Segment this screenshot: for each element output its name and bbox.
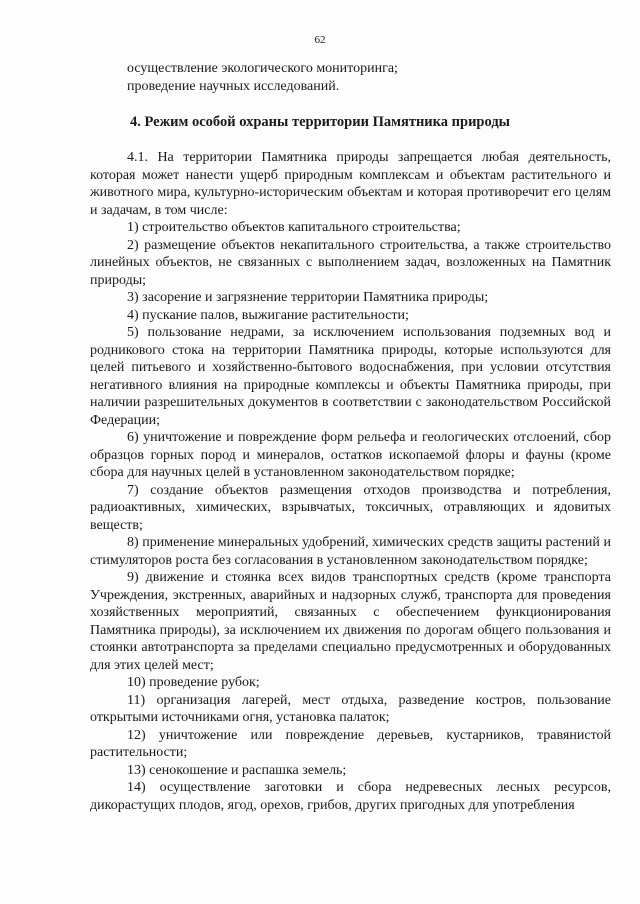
page-number: 62 [314, 34, 326, 46]
list-item: 11) организация лагерей, мест отдыха, разведение костров, пользование открытыми источниками огня, установка палаток; [90, 692, 611, 725]
list-item: 10) проведение рубок; [127, 675, 260, 690]
list-item: 6) уничтожение и повреждение форм рельефа и геологических отслоений, сбор образцов горных пород и минералов, остатков ископаемой флоры и фауны (кроме сбора для научных целей в установленном законодательством порядке; [90, 430, 611, 480]
paragraph-4-1: 4.1. На территории Памятника природы запрещается любая деятельность, которая может нанести ущерб природным комплексам и объектам растительного и животного мира, культурно-историческим объектам и которая противоречит его целям и задачам, в том числе: [90, 150, 611, 218]
list-item: 12) уничтожение или повреждение деревьев, кустарников, травянистой растительности; [90, 727, 611, 760]
list-item: 14) осуществление заготовки и сбора недревесных лесных ресурсов, дикорастущих плодов, ягод, орехов, грибов, других пригодных для употребления [90, 780, 611, 813]
list-item: 1) строительство объектов капитального строительства; [127, 220, 461, 235]
list-item: 2) размещение объектов некапитального строительства, а также строительство линейных объектов, не связанных с выполнением задач, возложенных на Памятник природы; [90, 237, 611, 288]
intro-list [127, 60, 398, 95]
list-item: 4) пускание палов, выжигание растительности; [127, 307, 409, 323]
intro-line: проведение научных исследований. [127, 78, 340, 94]
list-item: 5) пользование недрами, за исключением использования подземных вод и родникового стока на территории Памятника природы, которые используются для целей питьевого и хозяйственно-бытового водоснабжения, при условии отсутствия негативного влияния на природные комплексы и объекты Памятника природы, при наличии разрешительных документов в соответствии с законодательством Российской Федерации; [90, 325, 611, 428]
list-item: 7) создание объектов размещения отходов производства и потребления, радиоактивных, химических, взрывчатых, токсичных, отравляющих и ядовитых веществ; [90, 482, 611, 533]
list-item: 3) засорение и загрязнение территории Памятника природы; [127, 290, 489, 305]
intro-line: осуществление экологического мониторинга; [127, 61, 398, 76]
section-heading: 4. Режим особой охраны территории Памятника природы [130, 114, 510, 130]
section-body [90, 149, 611, 814]
list-item: 8) применение минеральных удобрений, химических средств защиты растений и стимуляторов роста без согласования в установленном законодательством порядке; [90, 535, 611, 568]
list-item: 9) движение и стоянка всех видов транспортных средств (кроме транспорта Учреждения, экстренных, аварийных и надзорных служб, транспорта для проведения хозяйственных мероприятий, связанных с обеспечением функционирования Памятника природы), за исключением их движения по дорогам общего пользования и стоянки автотранспорта за пределами специально предусмотренных и оборудованных для этих целей мест; [90, 570, 611, 673]
list-item: 13) сенокошение и распашка земель; [127, 762, 347, 778]
